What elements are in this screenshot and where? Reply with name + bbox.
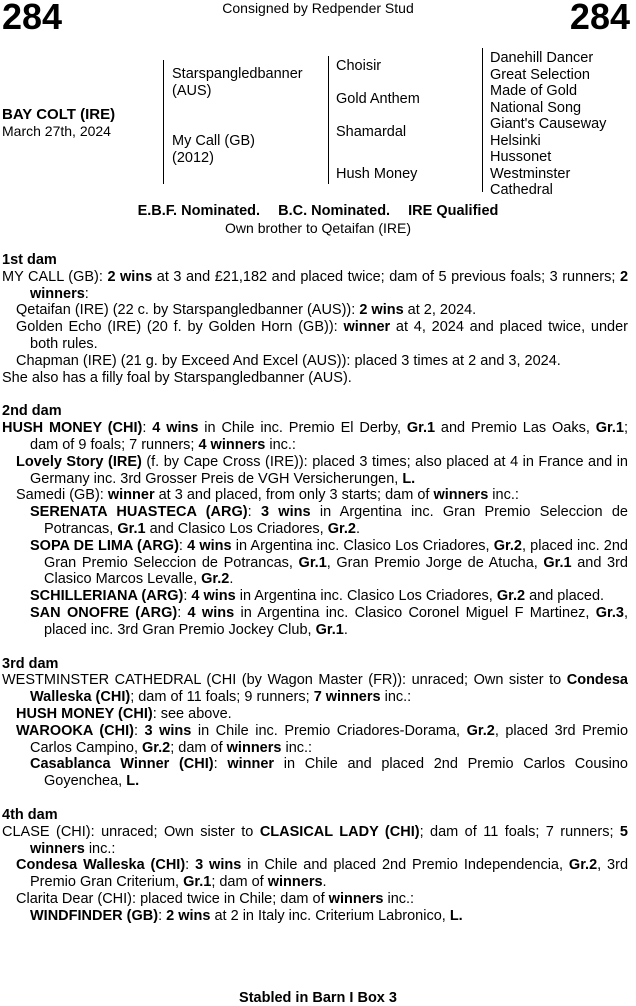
pedigree-g2-3: Shamardal <box>336 124 407 140</box>
entry-text: in Chile and placed 2nd Premio Carlos Cousino Goyenchea, <box>44 756 628 790</box>
pedigree-entry <box>2 538 628 588</box>
horse-dob: March 27th, 2024 <box>2 123 111 139</box>
bold-text: Gr.2 <box>327 520 356 537</box>
entry-text: and placed. <box>525 588 605 605</box>
entry-text: Qetaifan (IRE) (22 c. by Starspangledbanner (AUS)): <box>16 302 360 319</box>
bold-text: L. <box>126 773 140 790</box>
bold-text: Gr.1 <box>406 420 436 437</box>
entry-text: Golden Echo (IRE) (20 f. by Golden Horn (GB)): <box>16 319 344 336</box>
entry-text: inc.: <box>380 689 412 706</box>
pedigree-g3-9: Cathedral <box>490 182 553 198</box>
pedigree-entry <box>2 723 628 757</box>
dam-name: My Call (GB) <box>172 133 255 149</box>
bold-text: winner <box>227 756 275 773</box>
dam-year: (2012) <box>172 149 214 166</box>
entry-text: inc.: <box>488 487 519 504</box>
bold-text: Gr.2 <box>466 722 495 739</box>
bold-text: 2 wins <box>359 302 404 319</box>
entry-text: in Argentina inc. Clasico Los Criadores, <box>235 588 497 605</box>
pedigree-entry <box>2 504 628 538</box>
pedigree-g3 <box>490 50 606 199</box>
entry-text: at 2, 2024. <box>403 302 477 319</box>
pedigree-g3-5: Giant's Causeway <box>490 116 607 132</box>
bold-text: 3 wins <box>144 722 192 739</box>
entry-text: in Argentina inc. Clasico Coronel Miguel F Martinez, <box>234 604 596 621</box>
section-title: 4th dam <box>2 806 58 823</box>
bold-text: winners <box>226 739 282 756</box>
ebf-nominated: E.B.F. Nominated. <box>137 203 261 219</box>
pedigree-entry <box>2 302 628 319</box>
pedigree-entry <box>2 891 628 908</box>
bold-text: Gr.2 <box>201 571 230 588</box>
bold-text: SERENATA HUASTECA (ARG) <box>30 504 248 521</box>
pedigree-entry <box>2 756 628 790</box>
entry-text: in Chile inc. Premio Criadores-Dorama, <box>191 722 467 739</box>
bold-text: Lovely Story (IRE) <box>16 453 142 470</box>
entry-text: , placed inc. 2nd Gran Premio Seleccion de Potrancas, <box>44 537 628 571</box>
bold-text: CLASICAL LADY (CHI) <box>259 823 420 840</box>
entry-text: inc.: <box>383 890 415 907</box>
pedigree-g3-1: Danehill Dancer <box>490 50 594 66</box>
entry-text: She also has a filly foal by Starspangledbanner (AUS). <box>2 369 352 386</box>
dam-sections <box>2 252 628 941</box>
entry-text: inc.: <box>281 739 313 756</box>
bold-text: 4 winners <box>198 436 266 453</box>
bold-text: HUSH MONEY (CHI) <box>2 420 143 437</box>
pedigree-g3-7: Hussonet <box>490 149 552 165</box>
pedigree-g2-4: Hush Money <box>336 166 418 182</box>
pedigree-entry <box>2 370 628 387</box>
pedigree-entry <box>2 487 628 504</box>
entry-text: Samedi (GB): <box>16 487 108 504</box>
bold-text: WAROOKA (CHI) <box>16 722 134 739</box>
bold-text: 4 wins <box>187 537 232 554</box>
bold-text: Gr.2 <box>496 588 526 605</box>
bold-text: 2 wins <box>166 907 211 924</box>
bold-text: winner <box>107 487 155 504</box>
pedigree-entry <box>2 672 628 706</box>
bold-text: Gr.1 <box>117 520 146 537</box>
pedigree-g3-8: Westminster <box>490 165 571 182</box>
horse-name: BAY COLT (IRE) <box>2 106 116 123</box>
entry-text: : <box>84 285 89 302</box>
bold-text: Condesa Walleska (CHI) <box>30 672 628 706</box>
section-2 <box>2 403 628 638</box>
own-brother-note: Own brother to Qetaifan (IRE) <box>225 220 411 236</box>
bold-text: 7 winners <box>313 689 381 706</box>
entry-text: in Chile and placed 2nd Premio Independencia, <box>241 857 569 874</box>
pedigree-entry <box>2 319 628 353</box>
bold-text: Gr.1 <box>595 420 624 437</box>
bold-text: Gr.2 <box>142 739 171 756</box>
bold-text: WINDFINDER (GB) <box>30 907 159 924</box>
bold-text: 3 wins <box>195 857 242 874</box>
bold-text: SOPA DE LIMA (ARG) <box>30 537 179 554</box>
entry-text: : <box>185 857 196 874</box>
pedigree-entry <box>2 588 628 605</box>
entry-text: Clarita Dear (CHI): placed twice in Chile; dam of <box>16 890 329 907</box>
entry-text: at 4, 2024 and placed twice, under both rules. <box>30 319 628 352</box>
bold-text: Gr.2 <box>493 537 522 554</box>
entry-text: in Argentina inc. Clasico Los Criadores, <box>231 537 494 554</box>
bold-text: Casablanca Winner (CHI) <box>30 756 214 773</box>
entry-text: at 3 and £21,182 and placed twice; dam of 5 previous foals; 3 runners; <box>152 268 620 285</box>
entry-text: : <box>247 504 261 521</box>
pedigree-bracket-1 <box>163 60 164 184</box>
bold-text: SCHILLERIANA (ARG) <box>30 588 184 605</box>
entry-text: and Clasico Los Criadores, <box>145 520 328 537</box>
bold-text: winner <box>343 319 391 336</box>
entry-text: . <box>343 621 348 638</box>
entry-text: . <box>355 520 360 537</box>
entry-text: : <box>158 907 167 924</box>
pedigree-g3-3: Made of Gold <box>490 83 578 99</box>
pedigree-entry <box>2 269 628 303</box>
pedigree-entry <box>2 908 628 925</box>
section-title: 3rd dam <box>2 655 59 672</box>
pedigree-g3-4: National Song <box>490 99 582 116</box>
bold-text: L. <box>449 907 463 924</box>
entry-text: at 2 in Italy inc. Criterium Labronico, <box>210 907 450 924</box>
pedigree-g2-1: Choisir <box>336 58 382 74</box>
entry-text: , Gran Premio Jorge de Atucha, <box>326 554 544 571</box>
pedigree-entry <box>2 706 628 723</box>
lot-number-right: 284 <box>569 0 630 37</box>
pedigree-dam <box>172 133 255 166</box>
entry-text: : see above. <box>152 705 232 722</box>
lot-number-left: 284 <box>2 0 63 37</box>
entry-text: inc.: <box>265 436 296 453</box>
entry-text: WESTMINSTER CATHEDRAL (CHI (by Wagon Master (FR)): unraced; Own sister to <box>2 672 567 689</box>
entry-text: and 3rd Clasico Marcos Levalle, <box>44 554 628 588</box>
pedigree-entry <box>2 420 628 454</box>
nominations <box>0 203 636 219</box>
bold-text: winners <box>328 890 384 907</box>
bold-text: winners <box>433 487 489 504</box>
bold-text: Gr.3 <box>595 604 624 621</box>
bold-text: 4 wins <box>152 420 199 437</box>
entry-text: ; dam of 11 foals; 7 runners; <box>419 823 620 840</box>
bold-text: HUSH MONEY (CHI) <box>16 705 153 722</box>
entry-text: , 3rd Premio Gran Criterium, <box>30 857 629 891</box>
sire-country: (AUS) <box>172 82 212 99</box>
entry-text: . <box>229 571 234 588</box>
bold-text: L. <box>402 470 416 487</box>
entry-text: inc.: <box>84 840 116 857</box>
pedigree-bracket-2 <box>328 56 329 184</box>
pedigree-entry <box>2 824 628 858</box>
entry-text: and Premio Las Oaks, <box>435 420 596 437</box>
bold-text: 4 wins <box>187 604 235 621</box>
section-3 <box>2 656 628 790</box>
entry-text: ; dam of <box>211 874 268 891</box>
entry-text: . <box>322 874 327 891</box>
bold-text: 4 wins <box>191 588 236 605</box>
pedigree-sire <box>172 66 303 99</box>
entry-text: : <box>178 537 188 554</box>
bold-text: Gr.1 <box>315 621 344 638</box>
bold-text: 5 winners <box>30 823 628 857</box>
section-title: 2nd dam <box>2 403 62 420</box>
entry-text: , placed inc. 3rd Gran Premio Jockey Club, <box>44 604 628 638</box>
pedigree-g2-2: Gold Anthem <box>336 91 420 107</box>
pedigree-bracket-3 <box>482 48 483 192</box>
entry-text: MY CALL (GB): <box>2 268 108 285</box>
entry-text: : <box>213 756 228 773</box>
horse-info <box>2 106 115 139</box>
entry-text: in Argentina inc. Gran Premio Seleccion de Potrancas, <box>44 504 628 537</box>
bold-text: SAN ONOFRE (ARG) <box>30 604 178 621</box>
bold-text: Gr.1 <box>183 874 212 891</box>
entry-text: : <box>177 604 188 621</box>
sire-name: Starspangledbanner <box>172 66 303 82</box>
bold-text: Gr.2 <box>568 857 598 874</box>
bold-text: 2 wins <box>107 268 153 285</box>
consignor: Consigned by Redpender Stud <box>222 0 414 16</box>
entry-text: : <box>142 420 153 437</box>
bold-text: Condesa Walleska (CHI) <box>16 857 186 874</box>
entry-text: (f. by Cape Cross (IRE)): placed 3 times; also placed at 4 in France and in Germany inc. 3rd Grosser Preis de VGH Versicherungen, <box>30 453 628 487</box>
entry-text: Chapman (IRE) (21 g. by Exceed And Excel (AUS)): placed 3 times at 2 and 3, 2024. <box>16 352 561 369</box>
bold-text: Gr.1 <box>543 554 572 571</box>
pedigree-entry <box>2 605 628 639</box>
pedigree-entry <box>2 353 628 370</box>
section-1 <box>2 252 628 386</box>
bold-text: Gr.1 <box>298 554 327 571</box>
entry-text: : <box>133 722 145 739</box>
bold-text: 2 winners <box>30 268 629 302</box>
pedigree-g3-6: Helsinki <box>490 132 541 149</box>
entry-text: ; dam of 11 foals; 9 runners; <box>130 689 314 706</box>
ire-qualified: IRE Qualified <box>408 203 499 219</box>
entry-text: in Chile inc. Premio El Derby, <box>198 420 407 437</box>
entry-text: , placed 3rd Premio Carlos Campino, <box>30 722 629 756</box>
entry-text: ; dam of 9 foals; 7 runners; <box>30 420 629 453</box>
entry-text: at 3 and placed, from only 3 starts; dam of <box>154 487 434 504</box>
section-4 <box>2 807 628 925</box>
bold-text: 3 wins <box>260 504 311 521</box>
entry-text: ; dam of <box>170 739 227 756</box>
section-title: 1st dam <box>2 252 57 268</box>
pedigree-entry <box>2 454 628 488</box>
pedigree-g3-2: Great Selection <box>490 66 590 83</box>
pedigree-entry <box>2 857 628 891</box>
stabling-info: Stabled in Barn I Box 3 <box>239 990 397 1006</box>
entry-text: CLASE (CHI): unraced; Own sister to <box>2 823 260 840</box>
entry-text: : <box>183 588 192 605</box>
bold-text: winners <box>267 874 323 891</box>
bc-nominated: B.C. Nominated. <box>278 203 391 219</box>
